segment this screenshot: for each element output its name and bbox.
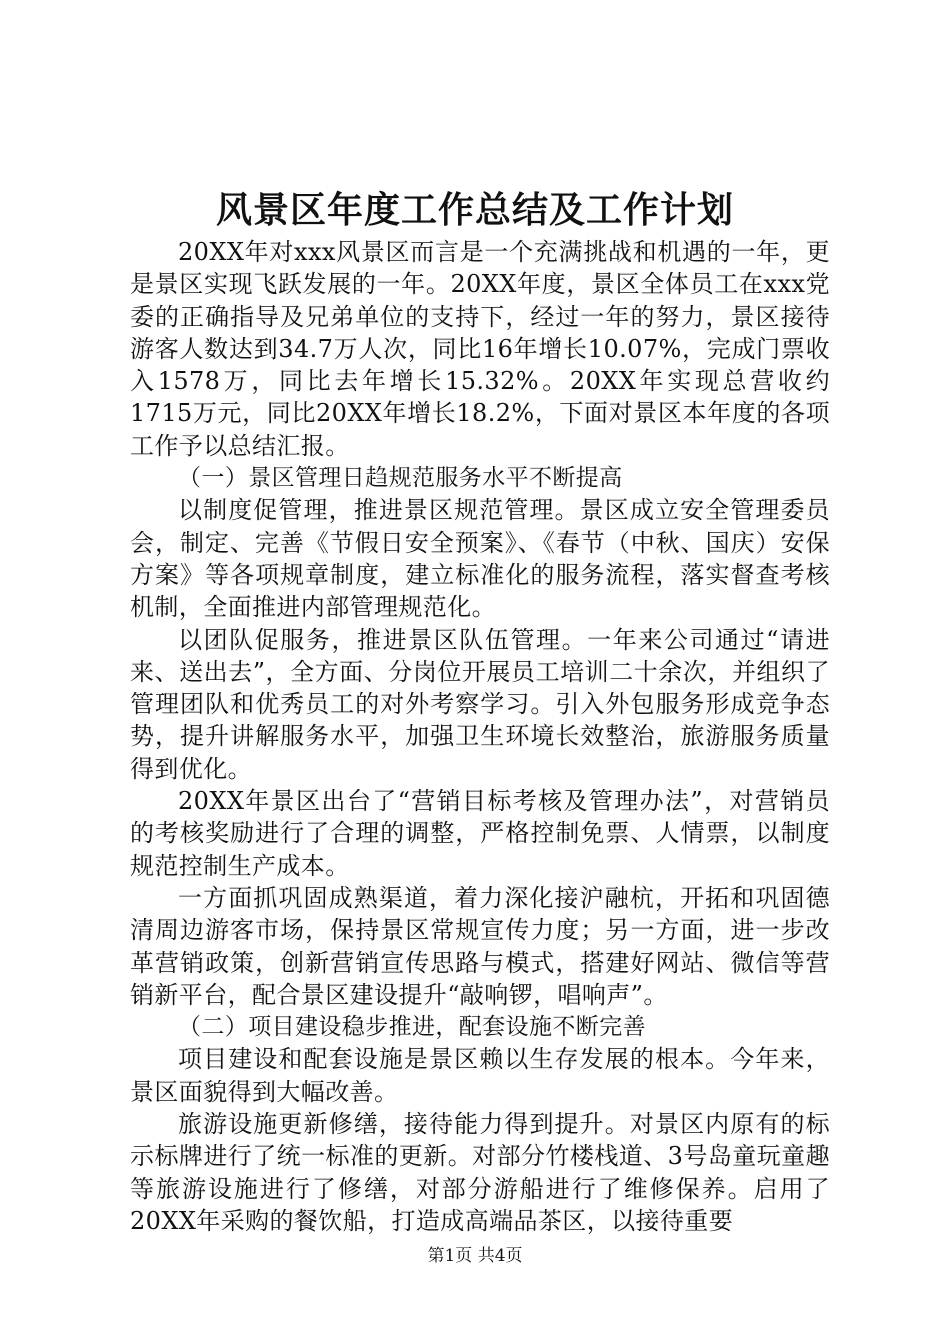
document-body xyxy=(130,236,830,1237)
body-paragraph: 以制度促管理，推进景区规范管理。景区成立安全管理委员会，制定、完善《节假日安全预案》、《春节（中秋、国庆）安保方案》等各项规章制度，建立标准化的服务流程，落实督查考核机制，全面推进内部管理规范化。 xyxy=(130,496,830,622)
body-paragraph: 20XX年景区出台了“营销目标考核及管理办法”，对营销员的考核奖励进行了合理的调整，严格控制免票、人情票，以制度规范控制生产成本。 xyxy=(130,787,830,880)
section-heading: （一）景区管理日趋规范服务水平不断提高 xyxy=(178,465,623,492)
document-title: 风景区年度工作总结及工作计划 xyxy=(215,189,734,231)
body-paragraph: 20XX年对xxx风景区而言是一个充满挑战和机遇的一年，更是景区实现飞跃发展的一年。20XX年度，景区全体员工在xxx党委的正确指导及兄弟单位的支持下，经过一年的努力，景区接待游客人数达到34.7万人次，同比16年增长10.07%，完成门票收入1578万，同比去年增长15.32%。20XX年实现总营收约1715万元，同比20XX年增长18.2%，下面对景区本年度的各项工作予以总结汇报。 xyxy=(130,238,830,460)
body-paragraph: 项目建设和配套设施是景区赖以生存发展的根本。今年来，景区面貌得到大幅改善。 xyxy=(130,1045,830,1106)
page-number-footer: 第1页 共4页 xyxy=(427,1246,523,1266)
body-paragraph: 以团队促服务，推进景区队伍管理。一年来公司通过“请进来、送出去”，全方面、分岗位开展员工培训二十余次，并组织了管理团队和优秀员工的对外考察学习。引入外包服务形成竞争态势，提升讲解服务水平，加强卫生环境长效整治，旅游服务质量得到优化。 xyxy=(130,625,830,783)
section-heading: （二）项目建设稳步推进，配套设施不断完善 xyxy=(178,1014,646,1041)
body-paragraph: 旅游设施更新修缮，接待能力得到提升。对景区内原有的标示标牌进行了统一标准的更新。对部分竹楼栈道、3号岛童玩童趣等旅游设施进行了修缮，对部分游船进行了维修保养。启用了20XX年采购的餐饮船，打造成高端品茶区，以接待重要 xyxy=(130,1110,830,1235)
body-paragraph: 一方面抓巩固成熟渠道，着力深化接沪融杭，开拓和巩固德清周边游客市场，保持景区常规宣传力度；另一方面，进一步改革营销政策，创新营销宣传思路与模式，搭建好网站、微信等营销新平台，配合景区建设提升“敲响锣，唱响声”。 xyxy=(130,883,830,1009)
